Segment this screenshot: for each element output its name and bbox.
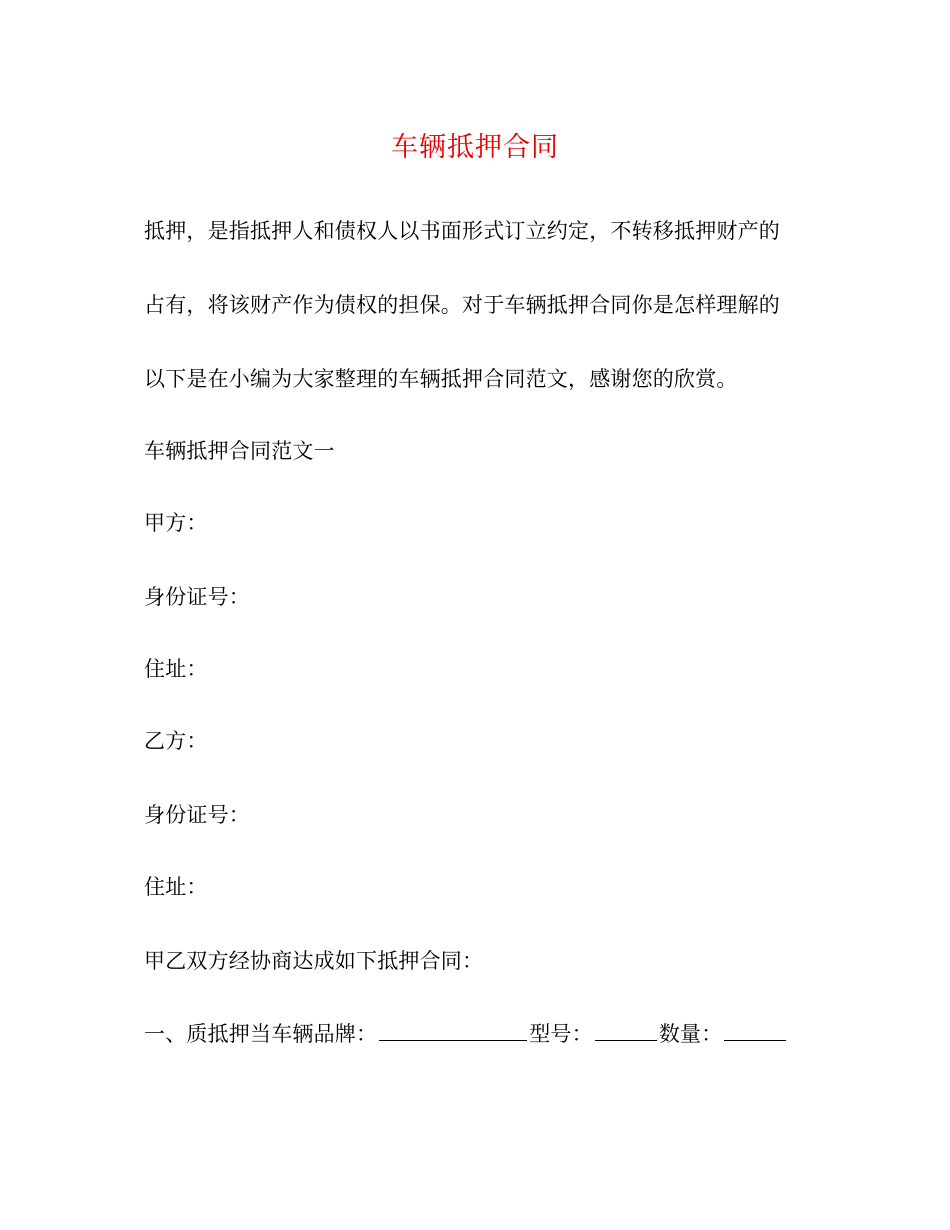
intro-line-3: 以下是在小编为大家整理的车辆抵押合同范文，感谢您的欣赏。 [144,367,738,391]
party-b-id-label: 身份证号： [144,803,250,827]
quantity-blank [724,1018,786,1041]
model-label: 型号： [529,1022,593,1046]
party-a-label: 甲方： [144,511,208,535]
party-a-address-label: 住址： [144,657,208,681]
document-title: 车辆抵押合同 [391,132,559,163]
clause-1 [144,1018,804,1049]
agreement-line: 甲乙双方经协商达成如下抵押合同： [144,949,484,973]
intro-line-1: 抵押，是指抵押人和债权人以书面形式订立约定，不转移抵押财产的 [144,219,780,243]
quantity-label: 数量： [658,1022,723,1046]
section-heading: 车辆抵押合同范文一 [144,439,335,463]
brand-blank [379,1018,527,1041]
party-a-id-label: 身份证号： [144,585,250,609]
party-b-address-label: 住址： [144,875,208,899]
intro-line-2: 占有，将该财产作为债权的担保。对于车辆抵押合同你是怎样理解的 [144,293,780,317]
model-blank [595,1018,657,1041]
party-b-label: 乙方： [144,729,208,753]
clause-1-prefix: 一、质抵押当车辆品牌： [144,1022,378,1046]
